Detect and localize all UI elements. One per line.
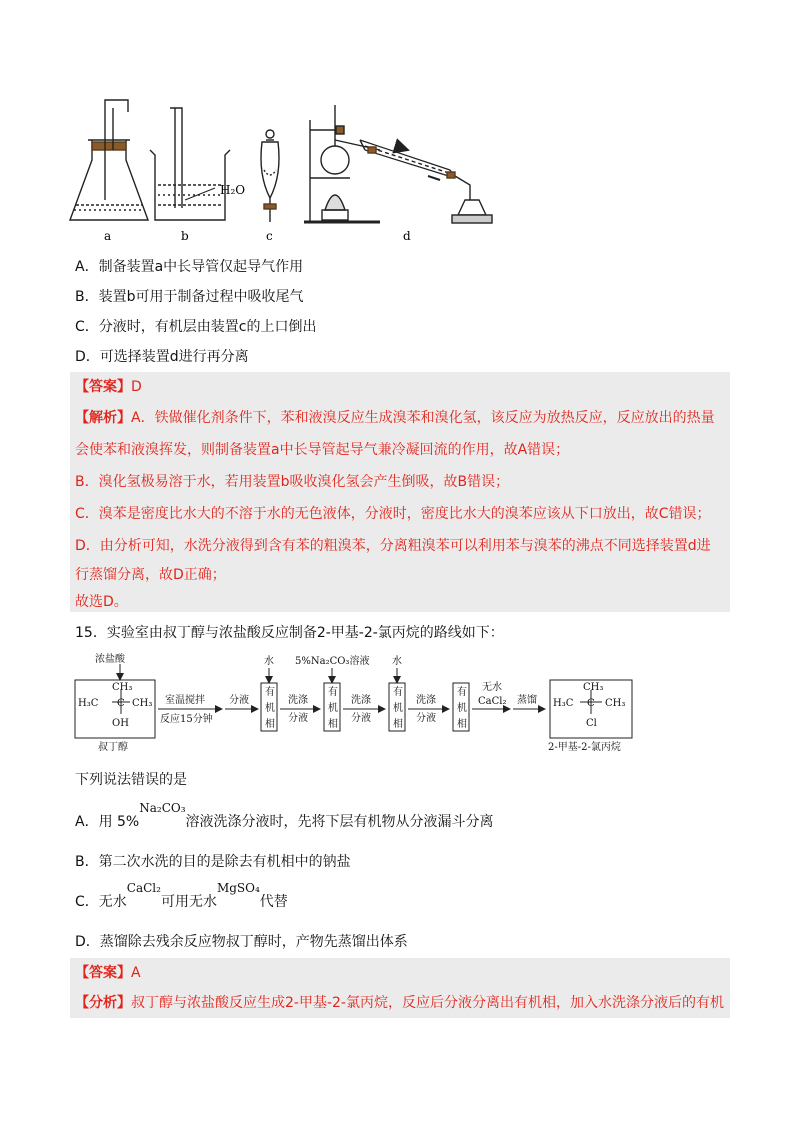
dry-bottom: CaCl₂: [478, 696, 507, 707]
prod-ch3-top: CH₃: [583, 682, 604, 693]
carbon-center: C: [117, 698, 125, 709]
organic-char: 机: [393, 703, 403, 714]
prod-cl: Cl: [586, 718, 597, 729]
option-c-formula-1: CaCl₂: [126, 881, 161, 895]
analysis-text: 叔丁醇与浓盐酸反应生成2-甲基-2-氯丙烷，反应后分液分离出有机相，加入水洗涤分液后的有机: [131, 995, 724, 1011]
step1-top: 室温搅拌: [165, 695, 205, 706]
organic-char: 有: [265, 687, 275, 698]
q15-question: 下列说法错误的是: [75, 772, 187, 788]
water1-label: 水: [264, 656, 274, 667]
sep-3: 分液: [416, 713, 436, 724]
q14-analysis-line-5: D．由分析可知，水洗分液得到含有苯的粗溴苯，分离粗溴苯可以利用苯与溴苯的沸点不同选择装置d进: [75, 538, 711, 554]
option-c-mid: 可用无水: [160, 894, 217, 910]
option-c-formula-2: MgSO₄: [216, 881, 260, 895]
analysis-tag: 【分析】: [75, 995, 131, 1011]
label-b: b: [181, 229, 189, 243]
answer-value: A: [131, 965, 141, 981]
product-name: 2-甲基-2-氯丙烷: [548, 742, 621, 753]
distill-label: 蒸馏: [517, 695, 537, 706]
q15-answer: [75, 963, 141, 983]
hcl-label: 浓盐酸: [95, 654, 125, 665]
q14-analysis-line-3: B．溴化氢极易溶于水，若用装置b吸收溴化氢会产生倒吸，故B错误；: [75, 474, 510, 490]
organic-char: 有: [393, 687, 403, 698]
q14-analysis-line-4: C．溴苯是密度比水大的不溶于水的无色液体，分液时，密度比水大的溴苯应该从下口放出，故C错误；: [75, 506, 711, 522]
q14-analysis-line-7: 故选D。: [75, 594, 128, 610]
option-c-suffix: 代替: [259, 894, 288, 910]
answer-tag: 【答案】: [75, 379, 131, 395]
oh-label: OH: [112, 718, 129, 729]
organic-char: 相: [457, 719, 467, 730]
water-label: H₂O: [220, 183, 246, 197]
funnel-c: [261, 130, 279, 222]
organic-char: 机: [328, 703, 338, 714]
organic-char: 有: [457, 687, 467, 698]
organic-char: 相: [328, 719, 338, 730]
q15-option-b: B．第二次水洗的目的是除去有机相中的钠盐: [75, 854, 351, 870]
organic-char: 相: [393, 719, 403, 730]
q14-analysis-line-1: [75, 408, 715, 428]
q14-analysis-line-6: 行蒸馏分离，故D正确；: [75, 567, 226, 583]
q15-analysis: [75, 993, 724, 1013]
q14-option-b: B．装置b可用于制备过程中吸收尾气: [75, 289, 304, 305]
answer-tag: 【答案】: [75, 965, 131, 981]
prod-ch3-right: CH₃: [605, 698, 626, 709]
organic-char: 机: [265, 703, 275, 714]
label-c: c: [266, 229, 273, 243]
reactant-name: 叔丁醇: [98, 742, 128, 753]
label-a: a: [104, 229, 112, 243]
step1-bottom: 反应15分钟: [160, 714, 213, 725]
step2-label: 分液: [229, 695, 249, 706]
label-d: d: [403, 229, 411, 243]
wash-1: 洗涤: [288, 695, 308, 706]
q15-option-c: [75, 881, 288, 912]
answer-value: D: [131, 379, 142, 395]
sep-1: 分液: [288, 713, 308, 724]
prod-h3c: H₃C: [553, 698, 574, 709]
analysis-text: A．铁做催化剂条件下，苯和液溴反应生成溴苯和溴化氢，该反应为放热反应，反应放出的热量: [131, 410, 715, 426]
beaker-b: [150, 108, 230, 220]
q14-option-a: A．制备装置a中长导管仅起导气作用: [75, 259, 304, 275]
q14-answer: [75, 377, 142, 397]
flask-a: [70, 100, 148, 220]
ch3-right: CH₃: [132, 698, 153, 709]
organic-char: 相: [265, 719, 275, 730]
q15-option-a: [75, 801, 494, 832]
wash-2: 洗涤: [351, 695, 371, 706]
q14-option-d: D．可选择装置d进行再分离: [75, 349, 249, 365]
prod-carbon: C: [587, 698, 595, 709]
q14-analysis-line-2: 会使苯和液溴挥发，则制备装置a中长导管起导气兼冷凝回流的作用，故A错误；: [75, 442, 570, 458]
q15-flow-diagram: [0, 650, 800, 760]
ch3-top: CH₃: [112, 682, 133, 693]
wash-3: 洗涤: [416, 695, 436, 706]
sep-2: 分液: [351, 713, 371, 724]
option-a-formula: Na₂CO₃: [139, 801, 186, 815]
q15-stem: 15．实验室由叔丁醇与浓盐酸反应制备2-甲基-2-氯丙烷的路线如下：: [75, 625, 504, 641]
option-a-prefix: A．用 5%: [75, 814, 140, 830]
organic-char: 有: [328, 687, 338, 698]
option-c-prefix: C．无水: [75, 894, 127, 910]
q15-option-d: D．蒸馏除去残余反应物叔丁醇时，产物先蒸馏出体系: [75, 934, 408, 950]
distillation-d: [304, 105, 492, 223]
apparatus-figure: [0, 0, 800, 250]
water2-label: 水: [392, 656, 402, 667]
na2co3-label: 5%Na₂CO₃溶液: [295, 656, 370, 667]
dry-top: 无水: [482, 682, 502, 693]
q14-option-c: C．分液时，有机层由装置c的上口倒出: [75, 319, 317, 335]
h3c-left: H₃C: [78, 698, 99, 709]
organic-char: 机: [457, 703, 467, 714]
analysis-tag: 【解析】: [75, 410, 131, 426]
option-a-text: 溶液洗涤分液时，先将下层有机物从分液漏斗分离: [185, 814, 494, 830]
